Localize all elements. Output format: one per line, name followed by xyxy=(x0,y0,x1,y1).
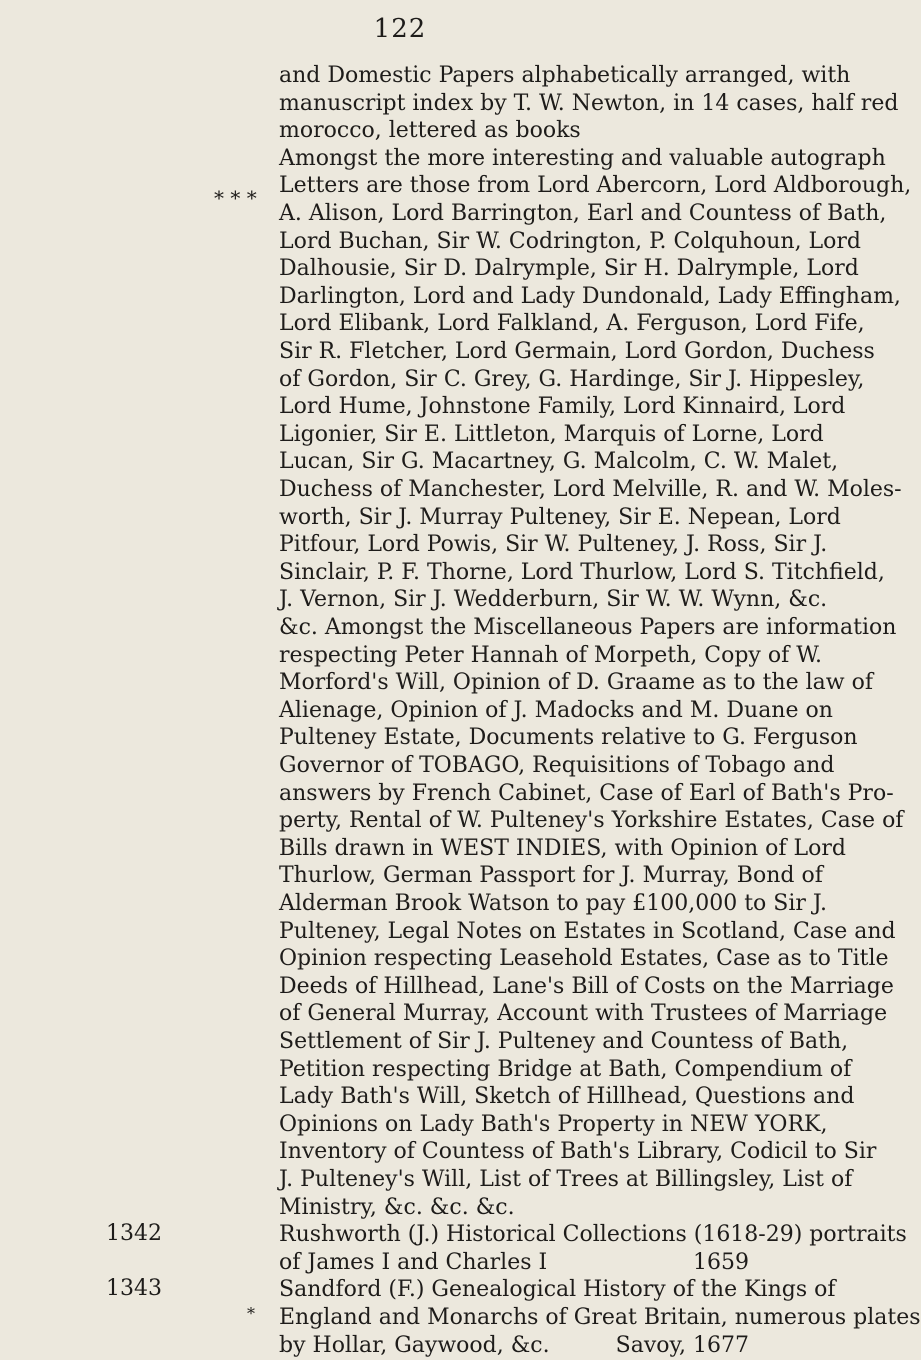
lot-1342-line: Rushworth (J.) Historical Collections (1618-29) portraits xyxy=(279,1222,907,1248)
text-line: Amongst the more interesting and valuable autograph xyxy=(279,145,886,171)
text-line: Pitfour, Lord Powis, Sir W. Pulteney, J. Ross, Sir J. xyxy=(279,532,828,558)
text-line: Settlement of Sir J. Pulteney and Countess of Bath, xyxy=(279,1029,849,1054)
text-line: Sinclair, P. F. Thorne, Lord Thurlow, Lord S. Titchfield, xyxy=(279,559,885,585)
lot-1343-line: by Hollar, Gaywood, &c. Savoy, 1677 xyxy=(279,1332,749,1358)
text-line: Lord Buchan, Sir W. Codrington, P. Colquhoun, Lord xyxy=(279,228,862,254)
text-line: Petition respecting Bridge at Bath, Compendium of xyxy=(279,1056,852,1082)
text-line: worth, Sir J. Murray Pulteney, Sir E. Nepean, Lord xyxy=(279,504,841,530)
text-line: Bills drawn in WEST INDIES, with Opinion of Lord xyxy=(279,835,846,861)
text-line: Inventory of Countess of Bath's Library, Codicil to Sir xyxy=(279,1139,877,1165)
text-line: Governor of TOBAGO, Requisitions of Tobago and xyxy=(279,753,835,778)
text-line: Pulteney, Legal Notes on Estates in Scotland, Case and xyxy=(279,918,896,944)
text-line: Deeds of Hillhead, Lane's Bill of Costs on the Marriage xyxy=(279,973,894,999)
text-line: A. Alison, Lord Barrington, Earl and Countess of Bath, xyxy=(279,201,887,226)
lot-1343-date: Savoy, 1677 xyxy=(615,1332,749,1358)
text-line: J. Pulteney's Will, List of Trees at Billingsley, List of xyxy=(279,1167,853,1192)
text-line: Thurlow, German Passport for J. Murray, Bond of xyxy=(279,863,823,889)
text-line: Lord Elibank, Lord Falkland, A. Ferguson, Lord Fife, xyxy=(279,311,865,337)
text-line: manuscript index by T. W. Newton, in 14 cases, half red xyxy=(279,90,899,116)
text-line: answers by French Cabinet, Case of Earl of Bath's Pro- xyxy=(279,780,894,806)
text-line: Alderman Brook Watson to pay £100,000 to Sir J. xyxy=(279,891,828,916)
lot-number-1342: 1342 xyxy=(106,1221,162,1247)
text-line: Alienage, Opinion of J. Madocks and M. Duane on xyxy=(279,697,833,723)
text-line: Ligonier, Sir E. Littleton, Marquis of Lorne, Lord xyxy=(279,421,824,447)
text-line: Pulteney Estate, Documents relative to G. Ferguson xyxy=(279,725,858,751)
text-line: Lady Bath's Will, Sketch of Hillhead, Questions and xyxy=(279,1084,855,1110)
text-line: Duchess of Manchester, Lord Melville, R. and W. Moles- xyxy=(279,477,902,502)
lot-1343-line: Sandford (F.) Genealogical History of the Kings of xyxy=(279,1277,836,1303)
text-line: and Domestic Papers alphabetically arranged, with xyxy=(279,63,851,88)
text-line: Sir R. Fletcher, Lord Germain, Lord Gordon, Duchess xyxy=(279,339,875,364)
lot-1342-date: 1659 xyxy=(693,1249,749,1275)
stars-marker: * * * xyxy=(214,186,257,210)
text-line: Opinion respecting Leasehold Estates, Case as to Title xyxy=(279,946,889,972)
text-line: Dalhousie, Sir D. Dalrymple, Sir H. Dalrymple, Lord xyxy=(279,256,859,282)
text-line: Lucan, Sir G. Macartney, G. Malcolm, C. W. Malet, xyxy=(279,449,839,475)
text-line: &c. Amongst the Miscellaneous Papers are information xyxy=(279,615,897,640)
text-line: perty, Rental of W. Pulteney's Yorkshire Estates, Case of xyxy=(279,808,904,834)
lot-1343-line: England and Monarchs of Great Britain, numerous plates xyxy=(279,1305,921,1330)
text-line: morocco, lettered as books xyxy=(279,118,581,144)
lot-1343-marker: * xyxy=(247,1304,255,1323)
text-line: of Gordon, Sir C. Grey, G. Hardinge, Sir J. Hippesley, xyxy=(279,366,865,392)
lot-number-1343: 1343 xyxy=(106,1276,162,1302)
text-line: respecting Peter Hannah of Morpeth, Copy of W. xyxy=(279,642,822,668)
text-line: Lord Hume, Johnstone Family, Lord Kinnaird, Lord xyxy=(279,394,846,420)
text-line: Morford's Will, Opinion of D. Graame as to the law of xyxy=(279,670,873,696)
page-number: 122 xyxy=(373,14,427,44)
text-line: Ministry, &c. &c. &c. xyxy=(279,1194,515,1220)
text-line: of General Murray, Account with Trustees of Marriage xyxy=(279,1001,888,1027)
text-line: Darlington, Lord and Lady Dundonald, Lady Effingham, xyxy=(279,283,901,309)
text-line: Letters are those from Lord Abercorn, Lord Aldborough, xyxy=(279,173,912,199)
text-line: Opinions on Lady Bath's Property in NEW YORK, xyxy=(279,1111,828,1137)
lot-1342-line: of James I and Charles I 1659 xyxy=(279,1249,749,1275)
text-line: J. Vernon, Sir J. Wedderburn, Sir W. W. Wynn, &c. xyxy=(279,587,828,613)
